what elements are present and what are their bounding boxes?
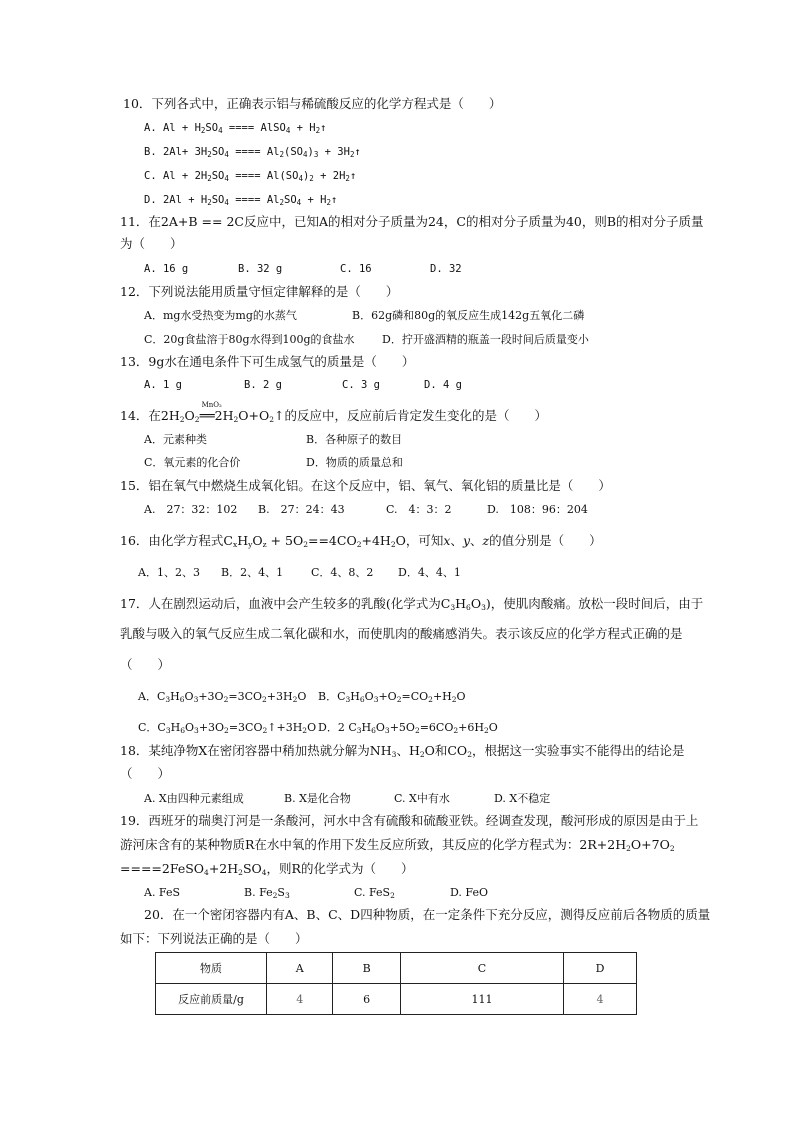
question-19-option-b: B. $Fe_2S_3$	[244, 886, 290, 900]
question-18-option-d: D. X不稳定	[494, 792, 551, 805]
question-13-option-b: B. 2 g	[244, 379, 282, 391]
question-17-stem-cont: 乳酸与吸入的氧气反应生成二氧化碳和水，而使肌肉的酸痛感消失。表示该反应的化学方程式正确的是	[120, 626, 683, 641]
question-12-option-a: A．mg水受热变为mg的水蒸气	[144, 309, 297, 322]
question-17-stem: 17．人在剧烈运动后，血液中会产生较多的乳酸(化学式为$C_3H_6O_3$)，使肌肉酸痛。放松一段时间后，由于	[120, 596, 704, 612]
table-cell: 4	[564, 984, 637, 1015]
table-header-cell: B	[333, 953, 400, 984]
question-12-option-b: B．62g磷和80g的氧反应生成142g五氧化二磷	[352, 309, 585, 322]
question-14-stem: 14．在$2H_2O_2$ MnO₂ $══2H_2O+O_2↑$的反应中，反应前后肯定发生变化的是（ ）	[120, 401, 548, 424]
question-18-option-c: C. X中有水	[394, 792, 450, 805]
question-14-option-a: A．元素种类	[144, 433, 207, 446]
question-19-stem: 19．西班牙的瑞奥汀河是一条酸河，河水中含有硫酸和硫酸亚铁。经调查发现，酸河形成的原因是由于上	[120, 813, 699, 828]
question-17-option-d: D．2 $C_3H_6O_3+5O_2=6CO_2+6H_2O$	[318, 721, 498, 735]
table-cell: 4	[267, 984, 333, 1015]
question-16-option-b: B．2、4、1	[221, 566, 284, 579]
question-14-option-d: D．物质的质量总和	[306, 456, 403, 469]
question-11-stem: 11．在2A+B == 2C反应中，已知A的相对分子质量为24，C的相对分子质量为40，则B的相对分子质量	[120, 214, 704, 229]
question-17-option-a: A．$C_3H_6O_3+3O_2=3CO_2+3H_2O$	[138, 690, 307, 704]
question-11-option-d: D. 32	[430, 263, 462, 275]
question-17-option-c: C．$C_3H_6O_3+3O_2=3CO_2↑+3H_2O$	[138, 721, 317, 735]
question-19-equation: $====2FeSO_4+2H_2SO_4$，则R的化学式为（ ）	[120, 861, 414, 877]
question-19-option-d: D. FeO	[450, 886, 488, 899]
question-13-option-d: D. 4 g	[424, 379, 462, 391]
question-12-option-d: D．拧开盛酒精的瓶盖一段时间后质量变小	[382, 333, 589, 346]
table-cell: 6	[333, 984, 400, 1015]
question-19-option-c: C. FeS$_2$	[354, 886, 395, 900]
question-10-option-c: C. $Al + 2H_2SO_4$ ==== $Al(SO_4)_2$ + $2H_2↑$	[144, 170, 357, 183]
question-11-option-c: C. 16	[340, 263, 372, 275]
question-10-option-a: A. $Al + H_2SO_4$ ==== AlSO$_4$ + $H_2↑$	[144, 122, 327, 135]
question-14-option-c: C．氧元素的化合价	[144, 456, 241, 469]
question-10-option-b: B. $2Al+ 3H_2SO_4$ ==== $Al_2(SO_4)_3$ + $3H_2↑$	[144, 146, 361, 159]
question-15-option-b: B. 27：24：43	[258, 503, 345, 516]
reaction-arrow-with-catalyst: MnO₂ ══	[199, 401, 222, 423]
table-row-label: 反应前质量/g	[156, 984, 267, 1015]
question-20-stem: 20．在一个密闭容器内有A、B、C、D四种物质，在一定条件下充分反应，测得反应前后各物质的质量	[144, 907, 711, 922]
question-12-stem: 12．下列说法能用质量守恒定律解释的是（ ）	[120, 284, 399, 299]
question-17-option-b: B．$C_3H_6O_3+O_2=CO_2+H_2O$	[318, 690, 466, 704]
question-17-stem-paren: （ ）	[120, 657, 171, 672]
question-18-stem-paren: （ ）	[120, 766, 171, 781]
table-cell: 111	[400, 984, 563, 1015]
question-19-option-a: A. FeS	[144, 886, 181, 899]
question-14-option-b: B．各种原子的数目	[306, 433, 403, 446]
table-header-cell: A	[267, 953, 333, 984]
question-13-option-c: C. 3 g	[342, 379, 380, 391]
question-19-stem-cont: 游河床含有的某种物质R在水中氧的作用下发生反应所致，其反应的化学方程式为：$2R+2H_2O+7O_2$	[120, 837, 675, 853]
table-header-cell: D	[564, 953, 637, 984]
table-header-cell: C	[400, 953, 563, 984]
question-15-option-a: A. 27：32：102	[144, 503, 238, 516]
question-10-stem: 10．下列各式中，正确表示铝与稀硫酸反应的化学方程式是（ ）	[123, 96, 502, 111]
table-header-cell: 物质	[156, 953, 267, 984]
question-16-option-d: D．4、4、1	[398, 566, 461, 579]
question-13-option-a: A. 1 g	[144, 379, 182, 391]
question-11-stem-cont: 为（ ）	[120, 236, 183, 251]
question-15-option-d: D. 108：96：204	[487, 503, 588, 516]
question-16-option-c: C．4、8、2	[311, 566, 374, 579]
question-15-option-c: C. 4：3：2	[386, 503, 452, 516]
question-18-option-b: B. X是化合物	[284, 792, 351, 805]
question-16-stem: 16．由化学方程式$C_xH_yO_z + 5O_2==4CO_2+4H_2O$，可知x、y、z的值分别是（ ）	[120, 533, 602, 549]
question-11-option-b: B. 32 g	[238, 263, 283, 275]
table-header-row	[156, 953, 637, 984]
question-12-option-c: C．20g食盐溶于80g水得到100g的食盐水	[144, 333, 355, 346]
question-11-option-a: A. 16 g	[144, 263, 189, 275]
question-16-option-a: A．1、2、3	[138, 566, 200, 579]
question-10-option-d: D. $2Al + H_2SO_4$ ==== $Al_2SO_4$ + $H_2↑$	[144, 194, 338, 207]
table-row	[156, 984, 637, 1015]
question-15-stem: 15．铝在氧气中燃烧生成氧化铝。在这个反应中，铝、氧气、氧化铝的质量比是（ ）	[120, 478, 611, 493]
question-18-option-a: A. X由四种元素组成	[144, 792, 244, 805]
mass-table	[155, 952, 637, 1015]
question-13-stem: 13．9g水在通电条件下可生成氢气的质量是（ ）	[120, 354, 415, 369]
question-18-stem: 18．某纯净物X在密闭容器中稍加热就分解为$NH_3$、$H_2O$和$CO_2$，根据这一实验事实不能得出的结论是	[120, 743, 685, 759]
question-20-stem-cont: 如下：下列说法正确的是（ ）	[120, 931, 308, 946]
